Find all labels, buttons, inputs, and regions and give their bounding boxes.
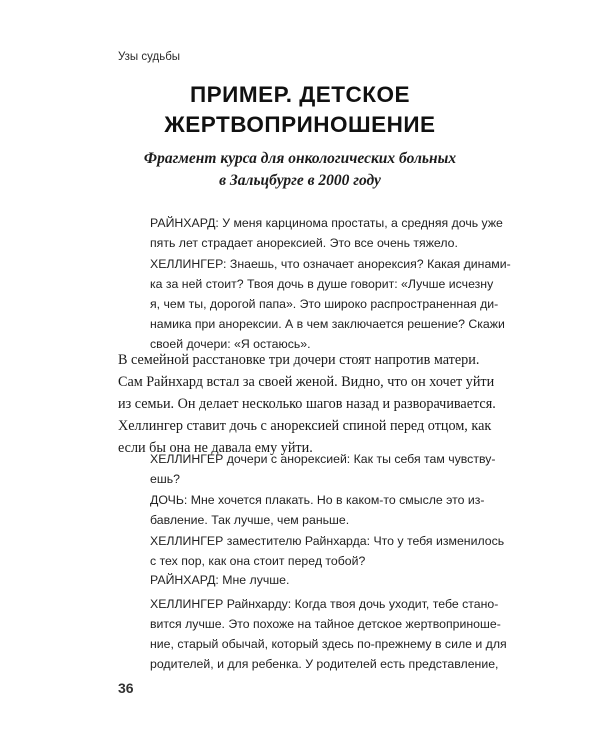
dialogue-paragraph [150, 449, 496, 489]
text-line: бавление. Так лучше, чем раньше. [150, 513, 350, 527]
dialogue-paragraph [150, 594, 507, 674]
running-head: Узы судьбы [118, 51, 181, 63]
text-line: ХЕЛЛИНГЕР: Знаешь, что означает анорексия? Какая динами- [150, 257, 511, 271]
chapter-title-line: ЖЕРТВОПРИНОШЕНИЕ [164, 112, 436, 137]
chapter-subtitle [100, 148, 500, 192]
text-line: если бы она не давала ему уйти. [118, 440, 313, 456]
subtitle-line: в Зальцбурге в 2000 году [219, 172, 381, 189]
text-line: ХЕЛЛИНГЕР дочери с анорексией: Как ты себя там чувству- [150, 452, 496, 466]
text-line: Сам Райнхард встал за своей женой. Видно, что он хочет уйти [118, 374, 495, 390]
chapter-title [100, 80, 500, 140]
text-line: РАЙНХАРД: Мне лучше. [150, 573, 290, 587]
text-line: ХЕЛЛИНГЕР Райнхарду: Когда твоя дочь уходит, тебе стано- [150, 597, 499, 611]
dialogue-paragraph [150, 531, 505, 571]
text-line: В семейной расстановке три дочери стоят напротив матери. [118, 352, 480, 368]
page-number: 36 [118, 680, 134, 696]
dialogue-paragraph [150, 490, 485, 530]
text-line: намика при анорексии. А в чем заключается решение? Скажи [150, 317, 505, 331]
text-line: вится лучше. Это похоже на тайное детское жертвоприноше- [150, 617, 501, 631]
text-line: РАЙНХАРД: У меня карцинома простаты, а средняя дочь уже [150, 216, 503, 230]
dialogue-paragraph [150, 213, 503, 253]
text-line: родителей, и для ребенка. У родителей есть представление, [150, 657, 499, 671]
text-line: с тех пор, как она стоит перед тобой? [150, 554, 366, 568]
text-line: ние, старый обычай, который здесь по-прежнему в силе и для [150, 637, 507, 651]
chapter-title-line: ПРИМЕР. ДЕТСКОЕ [189, 82, 410, 107]
text-line: я, чем ты, дорогой папа». Это широко распространенная ди- [150, 297, 499, 311]
text-line: пять лет страдает анорексией. Это все очень тяжело. [150, 236, 458, 250]
text-line: ДОЧЬ: Мне хочется плакать. Но в каком-то смысле это из- [150, 493, 485, 507]
text-line: ешь? [150, 472, 180, 486]
text-line: из семьи. Он делает несколько шагов назад и разворачивается. [118, 396, 496, 412]
dialogue-paragraph [150, 570, 482, 590]
text-line: Хеллингер ставит дочь с анорексией спиной перед отцом, как [118, 418, 492, 434]
text-line: своей дочери: «Я остаюсь». [150, 337, 311, 351]
text-line: ХЕЛЛИНГЕР заместителю Райнхарда: Что у тебя изменилось [150, 534, 505, 548]
text-line: ка за ней стоит? Твоя дочь в душе говорит: «Лучше исчезну [150, 277, 494, 291]
dialogue-paragraph [150, 254, 511, 354]
subtitle-line: Фрагмент курса для онкологических больных [143, 150, 457, 167]
